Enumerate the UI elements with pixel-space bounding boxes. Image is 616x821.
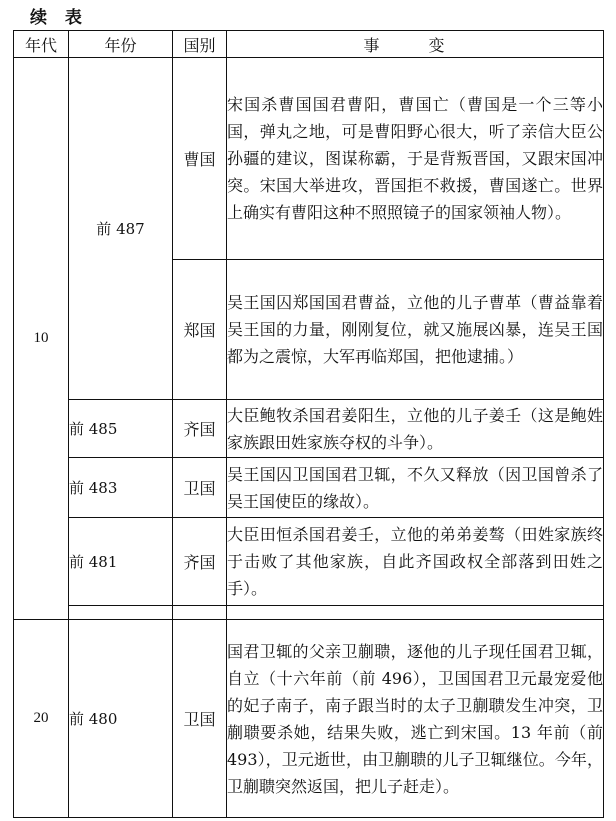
event-cell: 国君卫辄的父亲卫蒯聩，逐他的儿子现任国君卫辄，自立（十六年前（前 496），卫国国君卫元最宠爱他的妃子南子，南子跟当时的太子卫蒯聩发生冲突，卫蒯聩要杀她，结果失败，逃亡到宋国。13 年前（前 493），卫元逝世，由卫蒯聩的儿子卫辄继位。今年，卫蒯聩突然返国，把儿子赶走）。: [227, 620, 604, 818]
table-row: [14, 458, 604, 518]
event-cell: 吴王国囚卫国国君卫辄，不久又释放（因卫国曾杀了吴王国使臣的缘故）。: [227, 458, 604, 518]
year-cell: 前 487: [69, 58, 173, 400]
year-cell-empty: [69, 606, 173, 620]
era-header: 年代: [14, 31, 69, 58]
year-cell: 前 480: [69, 620, 173, 818]
events-header: 事 变: [227, 31, 604, 58]
year-cell: 前 485: [69, 400, 173, 458]
table-row: [14, 518, 604, 606]
table-row: [14, 620, 604, 818]
state-header: 国别: [173, 31, 227, 58]
event-cell-empty: [227, 606, 604, 620]
event-cell: 大臣田恒杀国君姜壬，立他的弟弟姜骜（田姓家族终于击败了其他家族，自此齐国政权全部落到田姓之手）。: [227, 518, 604, 606]
state-cell: 曹国: [173, 58, 227, 260]
state-cell: 郑国: [173, 260, 227, 400]
table-row: [14, 58, 604, 260]
state-cell: 齐国: [173, 518, 227, 606]
era-cell: 10: [14, 58, 69, 620]
chronology-table: [13, 30, 604, 818]
header-row: [14, 31, 604, 58]
state-cell: 卫国: [173, 620, 227, 818]
state-cell-empty: [173, 606, 227, 620]
era-cell: 20: [14, 620, 69, 818]
event-cell: 大臣鲍牧杀国君姜阳生，立他的儿子姜壬（这是鲍姓家族跟田姓家族夺权的斗争）。: [227, 400, 604, 458]
event-cell: 宋国杀曹国国君曹阳，曹国亡（曹国是一个三等小国，弹丸之地，可是曹阳野心很大，听了亲信大臣公孙疆的建议，图谋称霸，于是背叛晋国，又跟宋国冲突。宋国大举进攻，晋国拒不救援，曹国遂亡。世界上确实有曹阳这种不照照镜子的国家领袖人物）。: [227, 58, 604, 260]
state-cell: 齐国: [173, 400, 227, 458]
table-row: [14, 606, 604, 620]
year-cell: 前 481: [69, 518, 173, 606]
table-row: [14, 400, 604, 458]
state-cell: 卫国: [173, 458, 227, 518]
event-cell: 吴王国囚郑国国君曹益，立他的儿子曹革（曹益靠着吴王国的力量，刚刚复位，就又施展凶暴，连吴王国都为之震惊，大军再临郑国，把他逮捕。）: [227, 260, 604, 400]
year-header: 年份: [69, 31, 173, 58]
table-caption: 续 表: [30, 8, 88, 28]
year-cell: 前 483: [69, 458, 173, 518]
